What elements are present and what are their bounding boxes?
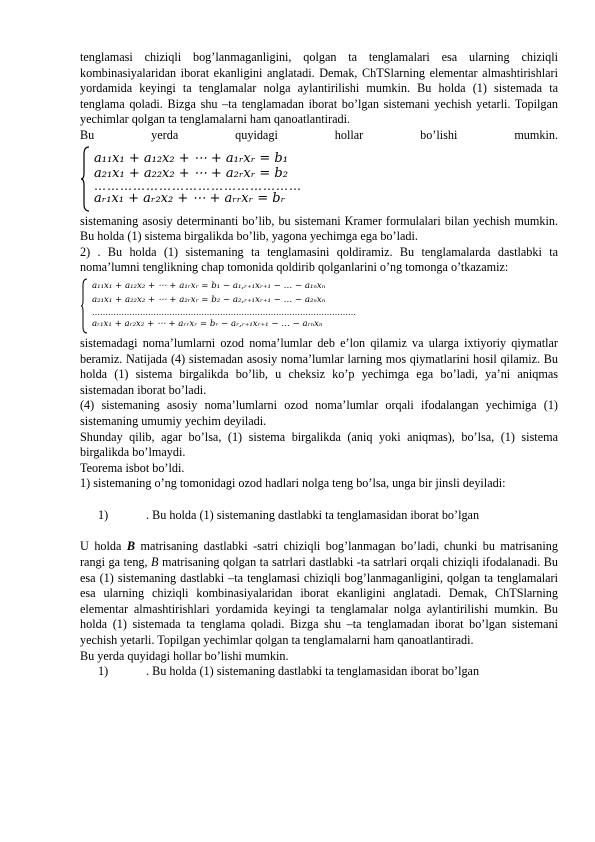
matrix-symbol: B: [126, 539, 136, 554]
text-run: U holda: [80, 539, 127, 554]
equation-row: a₁₁x₁ + a₁₂x₂ + ⋯ + a₁ᵣxᵣ = b₁ − a₁,ᵣ₊₁xᵣ₊₁ − … − a₁ₙxₙ: [92, 281, 326, 292]
list-text: . Bu holda (1) sistemaning dastlabki ta tenglamasidan iborat bo’lgan: [146, 664, 480, 679]
equation-system-1: [80, 146, 558, 212]
paragraph: Shunday qilib, agar bo’lsa, (1) sistema birgalikda (aniq yoki aniqmas), bo’lsa, (1) sistema birgalikda bo’lmaydi.: [80, 429, 558, 460]
list-number: 1): [98, 664, 109, 679]
list-text: . Bu holda (1) sistemaning dastlabki ta tenglamasidan iborat bo’lgan: [146, 507, 480, 522]
brace-shape: [80, 278, 88, 334]
equation-row: a₂₁x₁ + a₂₂x₂ + ⋯ + a₂ᵣxᵣ = b₂ − a₂,ᵣ₊₁xᵣ₊₁ − … − a₂ₙxₙ: [92, 294, 326, 305]
spacer: [80, 492, 558, 508]
matrix-symbol: B: [151, 555, 159, 570]
brace-shape: [80, 146, 90, 212]
paragraph: (4) sistemaning asosiy noma’lumlarni ozod noma’lumlar orqali ifodalangan yechimiga (1) sistemaning umumiy yechim deyiladi.: [80, 398, 558, 428]
paragraph: Bu yerda quyidagi hollar bo’lishi mumkin.: [80, 127, 558, 142]
equation-system-2: [80, 278, 558, 334]
text-run: matrisaning dastlabki -satri chiziqli bog’lanmagan bo’ladi, chunki bu matrisaning rangi ga teng,: [80, 539, 558, 570]
left-brace: [80, 278, 88, 334]
equation-row: aᵣ₁x₁ + aᵣ₂x₂ + ⋯ + aᵣᵣxᵣ = bᵣ − aᵣ,ᵣ₊₁xᵣ₊₁ − … − aᵣₙxₙ: [92, 319, 323, 330]
equation-dots: …………………………………………: [94, 179, 302, 194]
left-brace: [80, 146, 90, 212]
spacer: [80, 523, 558, 539]
list-item: [80, 664, 558, 680]
paragraph: 2) . Bu holda (1) sistemaning ta tenglamasini qoldiramiz. Bu tenglamalarda dastlabki ta noma’lumni tenglikning chap tomonida qoldirib qolganlarini o’ng tomonga o’tkazamiz:: [80, 244, 558, 275]
list-item: [80, 508, 558, 524]
paragraph: tenglamasi chiziqli bog’lanmaganligini, qolgan ta tenglamalari esa ularning chiziqli kombinasiyalaridan iborat ekanligini anglatadi. Demak, ChTSlarning elementar almashtirishlari yordamida keyingi ta tenglamalar nolga aylantirilishi mumkin. Bu holda (1) sistemada ta tenglama qoladi. Bizga shu –ta tenglamadan iborat bo’lgan sistemani yechish yetarli. Topilgan yechimlar qolgan ta tenglamalarni ham qanoatlantiradi.: [80, 50, 558, 127]
paragraph: Bu yerda quyidagi hollar bo’lishi mumkin.: [80, 648, 289, 663]
equation-row: a₁₁x₁ + a₁₂x₂ + ⋯ + a₁ᵣxᵣ = b₁: [94, 151, 288, 167]
paragraph: [80, 539, 558, 648]
equation-row: a₂₁x₁ + a₂₂x₂ + ⋯ + a₂ᵣxᵣ = b₂: [94, 166, 288, 182]
document-body: [80, 50, 558, 680]
paragraph: sistemadagi noma’lumlarni ozod noma’lumlar deb e’lon qilamiz va ularga ixtiyoriy qiymatlar beramiz. Natijada (4) sistemadan asosiy noma’lumlar larning mos qiymatlarini hosil qilamiz. Bu holda (1) sistema birgalikda bo’lib, u cheksiz ko’p yechimga ega bo’ladi, ya’ni aniqmas sistemadan iborat bo’ladi.: [80, 335, 558, 397]
equation-dots: ………………………………………………………………………………………: [92, 308, 356, 318]
equation-row: aᵣ₁x₁ + aᵣ₂x₂ + ⋯ + aᵣᵣxᵣ = bᵣ: [94, 191, 286, 207]
paragraph: sistemaning asosiy determinanti bo’lib, bu sistemani Kramer formulalari bilan yechish mumkin. Bu holda (1) sistema birgalikda bo’lib, yagona yechimga ega bo’ladi.: [80, 213, 558, 244]
list-number: 1): [98, 507, 109, 522]
text-run: matrisaning qolgan ta satrlari dastlabki -ta satrlari orqali chiziqli ifodalanadi. Bu esa (1) sistemaning dastlabki –ta tenglamasi chiziqli bog’lanmaganligini, qolgan ta tenglamalari esa ularning chiziqli kombinasiyalaridan iborat ekanligini anglatadi. Demak, ChTSlarning elementar almashtirishlari yordamida keyingi ta tenglamalar nolga aylantirilishi mumkin. Bu holda (1) sistemada ta tenglama qoladi. Bizga shu –ta tenglamadan iborat bo’lgan sistemani yechish yetarli. Topilgan yechimlar qolgan ta tenglamalarni ham qanoatlantiradi.: [80, 555, 558, 648]
paragraph: 1) sistemaning o’ng tomonidagi ozod hadlari nolga teng bo’lsa, unga bir jinsli deyiladi:: [80, 476, 506, 491]
paragraph: Teorema isbot bo’ldi.: [80, 460, 185, 475]
